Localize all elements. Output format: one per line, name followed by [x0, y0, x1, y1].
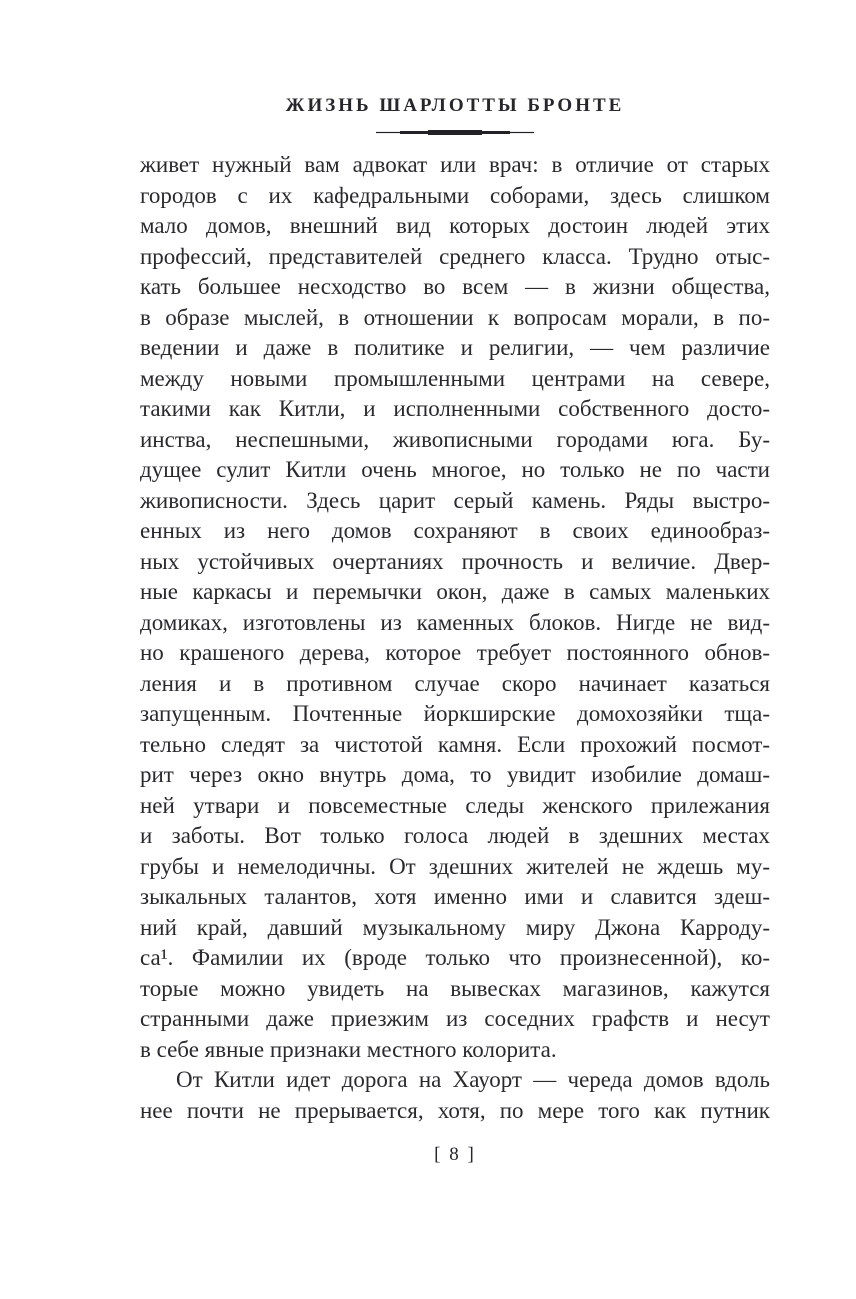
- text-line: профессий, представителей среднего класса. Трудно отыс-: [140, 243, 770, 269]
- text-line: енных из него домов сохраняют в своих единообраз-: [140, 518, 770, 543]
- text-line: мало домов, внешний вид которых достоин людей этих: [140, 213, 770, 238]
- text-line: ведении и даже в политике и религии, — чем различие: [140, 335, 770, 360]
- text-line: ний край, давший музыкальному миру Джона Карроду-: [140, 914, 770, 940]
- text-line: тельно следят за чистотой камня. Если прохожий посмот-: [140, 731, 770, 757]
- header-divider-ornament: [140, 128, 770, 137]
- text-line: домиках, изготовлены из каменных блоков. Нигде не вид-: [140, 609, 770, 635]
- text-line: такими как Китли, и исполненными собственного досто-: [140, 396, 770, 421]
- text-line: между новыми промышленными центрами на севере,: [140, 365, 770, 391]
- text-line: городов с их кафедральными соборами, здесь слишком: [140, 182, 770, 208]
- text-line: но крашеного дерева, которое требует постоянного обнов-: [140, 640, 770, 665]
- text-line: От Китли идет дорога на Хауорт — череда домов вдоль: [176, 1067, 770, 1092]
- running-head: ЖИЗНЬ ШАРЛОТТЫ БРОНТЕ: [285, 95, 625, 116]
- text-line: ных устойчивых очертаниях прочность и величие. Двер-: [140, 548, 770, 574]
- page-number: [ 8 ]: [434, 1144, 476, 1165]
- text-line: дущее сулит Китли очень многое, но только не по части: [140, 457, 770, 482]
- text-line: в образе мыслей, в отношении к вопросам морали, в по-: [140, 304, 770, 330]
- text-line: ления и в противном случае скоро начинает казаться: [140, 670, 770, 696]
- text-line: инства, неспешными, живописными городами юга. Бу-: [140, 426, 770, 452]
- body-text: [140, 150, 770, 1126]
- text-line: запущенным. Почтенные йоркширские домохозяйки тща-: [140, 701, 770, 726]
- text-line: ные каркасы и перемычки окон, даже в самых маленьких: [140, 579, 770, 604]
- text-line: странными даже приезжим из соседних графств и несут: [140, 1006, 770, 1031]
- text-line: кать большее несходство во всем — в жизни общества,: [140, 274, 770, 299]
- text-line: в себе явные признаки местного колорита.: [140, 1036, 557, 1062]
- text-line: ней утвари и повсеместные следы женского прилежания: [140, 792, 770, 818]
- text-line: са¹. Фамилии их (вроде только что произнесенной), ко-: [140, 945, 770, 970]
- text-line: живет нужный вам адвокат или врач: в отличие от старых: [140, 152, 770, 177]
- text-line: живописности. Здесь царит серый камень. Ряды выстро-: [140, 487, 770, 513]
- text-line: зыкальных талантов, хотя именно ими и славится здеш-: [140, 884, 770, 909]
- text-line: торые можно увидеть на вывесках магазинов, кажутся: [140, 975, 770, 1001]
- ornament-rule-icon: [376, 128, 534, 137]
- text-line: рит через окно внутрь дома, то увидит изобилие домаш-: [140, 762, 770, 787]
- text-line: нее почти не прерывается, хотя, по мере того как путник: [140, 1097, 770, 1123]
- text-line: грубы и немелодичны. От здешних жителей не ждешь му-: [140, 853, 770, 879]
- text-line: и заботы. Вот только голоса людей в здешних местах: [140, 823, 770, 848]
